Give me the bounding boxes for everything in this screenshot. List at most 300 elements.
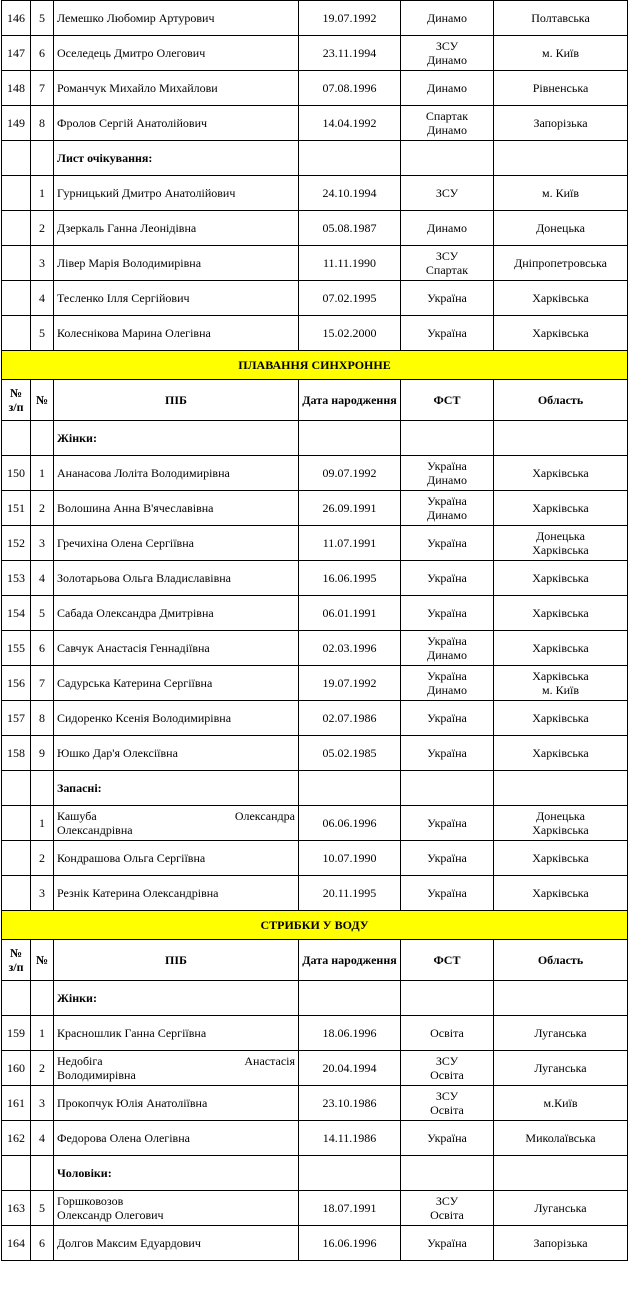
- row-number: 163: [2, 1191, 31, 1226]
- region-value: м. Київ: [541, 46, 580, 60]
- row-number: [2, 281, 31, 316]
- row-number: 160: [2, 1051, 31, 1086]
- region-cell: [494, 211, 628, 246]
- empty-cell: [494, 141, 628, 176]
- row-number: 159: [2, 1016, 31, 1051]
- section-title: ПЛАВАННЯ СИНХРОННЕ: [2, 351, 628, 380]
- row-index: 2: [31, 211, 54, 246]
- group-label: Лист очікування:: [54, 141, 299, 176]
- table-row: [2, 246, 628, 281]
- row-index: 2: [31, 841, 54, 876]
- athlete-name: Сабада Олександра Дмитрівна: [54, 596, 299, 631]
- region-value: Донецька: [536, 529, 585, 543]
- table-row: [2, 1086, 628, 1121]
- region-cell: [494, 456, 628, 491]
- region-value: Харківська: [532, 543, 589, 557]
- fst-cell: [401, 36, 494, 71]
- athlete-name: Гурницький Дмитро Анатолійович: [54, 176, 299, 211]
- row-index: 7: [31, 71, 54, 106]
- empty-cell: [31, 1156, 54, 1191]
- row-index: 1: [31, 1016, 54, 1051]
- row-number: 148: [2, 71, 31, 106]
- empty-cell: [401, 1156, 494, 1191]
- row-index: 3: [31, 526, 54, 561]
- row-index: 6: [31, 631, 54, 666]
- region-cell: [494, 876, 628, 911]
- birth-date: 20.04.1994: [299, 1051, 401, 1086]
- fst-value: Україна: [427, 1131, 467, 1145]
- region-value: Рівненська: [532, 81, 589, 95]
- table-row: [2, 281, 628, 316]
- fst-value: Україна: [427, 291, 467, 305]
- birth-date: 19.07.1992: [299, 1, 401, 36]
- row-number: 156: [2, 666, 31, 701]
- header-region: Область: [494, 940, 628, 981]
- row-index: 4: [31, 281, 54, 316]
- region-cell: [494, 281, 628, 316]
- group-label-row: [2, 1156, 628, 1191]
- header-name: ПІБ: [54, 380, 299, 421]
- region-cell: [494, 106, 628, 141]
- birth-date: 11.11.1990: [299, 246, 401, 281]
- table-row: [2, 491, 628, 526]
- fst-value: Динамо: [427, 123, 467, 137]
- birth-date: 02.03.1996: [299, 631, 401, 666]
- birth-date: 06.06.1996: [299, 806, 401, 841]
- region-cell: [494, 841, 628, 876]
- region-cell: [494, 176, 628, 211]
- athlete-name: Савчук Анастасія Геннадіївна: [54, 631, 299, 666]
- empty-cell: [494, 771, 628, 806]
- row-index: 1: [31, 176, 54, 211]
- fst-value: Динамо: [427, 11, 467, 25]
- birth-date: 07.08.1996: [299, 71, 401, 106]
- fst-value: Спартак: [425, 263, 469, 277]
- empty-cell: [31, 981, 54, 1016]
- athlete-name-line: Горшковозов: [57, 1194, 124, 1208]
- fst-cell: [401, 806, 494, 841]
- fst-value: Динамо: [427, 221, 467, 235]
- fst-cell: [401, 701, 494, 736]
- fst-value: ЗСУ: [435, 39, 459, 53]
- fst-value: Україна: [427, 494, 467, 508]
- group-label: Запасні:: [54, 771, 299, 806]
- row-index: 6: [31, 1226, 54, 1261]
- row-number: [2, 806, 31, 841]
- fst-cell: [401, 316, 494, 351]
- section-title-row: [2, 351, 628, 380]
- birth-date: 11.07.1991: [299, 526, 401, 561]
- athlete-name: Романчук Михайло Михайлови: [54, 71, 299, 106]
- table-row: [2, 36, 628, 71]
- fst-cell: [401, 1, 494, 36]
- table-row: [2, 841, 628, 876]
- region-cell: [494, 1051, 628, 1086]
- athlete-name: Колеснікова Марина Олегівна: [54, 316, 299, 351]
- region-cell: [494, 666, 628, 701]
- birth-date: 20.11.1995: [299, 876, 401, 911]
- table-row: [2, 701, 628, 736]
- fst-value: Україна: [427, 851, 467, 865]
- region-cell: [494, 631, 628, 666]
- row-number: 164: [2, 1226, 31, 1261]
- header-row: [2, 380, 628, 421]
- region-value: Харківська: [532, 606, 589, 620]
- athlete-name: Тесленко Ілля Сергійович: [54, 281, 299, 316]
- section-title: СТРИБКИ У ВОДУ: [2, 911, 628, 940]
- athlete-name: Волошина Анна В'ячеславівна: [54, 491, 299, 526]
- row-number: 149: [2, 106, 31, 141]
- athlete-name: [54, 1051, 299, 1086]
- header-name: ПІБ: [54, 940, 299, 981]
- region-cell: [494, 246, 628, 281]
- fst-value: Україна: [427, 746, 467, 760]
- birth-date: 23.11.1994: [299, 36, 401, 71]
- fst-value: Україна: [427, 711, 467, 725]
- group-label-row: [2, 421, 628, 456]
- row-index: 5: [31, 596, 54, 631]
- birth-date: 07.02.1995: [299, 281, 401, 316]
- row-number: [2, 841, 31, 876]
- fst-value: ЗСУ: [435, 1054, 459, 1068]
- region-value: м. Київ: [541, 186, 580, 200]
- birth-date: 18.07.1991: [299, 1191, 401, 1226]
- fst-cell: [401, 631, 494, 666]
- region-cell: [494, 596, 628, 631]
- athlete-name: Кондрашова Ольга Сергіївна: [54, 841, 299, 876]
- fst-cell: [401, 1121, 494, 1156]
- fst-value: Україна: [427, 816, 467, 830]
- row-number: 162: [2, 1121, 31, 1156]
- region-cell: [494, 1191, 628, 1226]
- empty-cell: [2, 421, 31, 456]
- fst-value: Динамо: [427, 648, 467, 662]
- fst-cell: [401, 841, 494, 876]
- row-number: 155: [2, 631, 31, 666]
- athlete-name: Лівер Марія Володимирівна: [54, 246, 299, 281]
- fst-value: Україна: [427, 669, 467, 683]
- empty-cell: [401, 421, 494, 456]
- row-index: 5: [31, 1191, 54, 1226]
- fst-cell: [401, 246, 494, 281]
- header-fst: ФСТ: [401, 380, 494, 421]
- empty-cell: [494, 421, 628, 456]
- empty-cell: [299, 421, 401, 456]
- birth-date: 02.07.1986: [299, 701, 401, 736]
- empty-cell: [494, 1156, 628, 1191]
- fst-value: Освіта: [430, 1208, 464, 1222]
- athlete-name-line: Олександрівна: [57, 823, 133, 837]
- header-region: Область: [494, 380, 628, 421]
- row-number: 151: [2, 491, 31, 526]
- region-value: Харківська: [532, 501, 589, 515]
- header-no: №: [31, 380, 54, 421]
- empty-cell: [31, 421, 54, 456]
- athlete-name: Оселедець Дмитро Олегович: [54, 36, 299, 71]
- region-cell: [494, 36, 628, 71]
- fst-cell: [401, 596, 494, 631]
- region-cell: [494, 736, 628, 771]
- region-value: м.Київ: [543, 1096, 578, 1110]
- fst-cell: [401, 106, 494, 141]
- fst-value: Україна: [427, 571, 467, 585]
- region-value: Полтавська: [531, 11, 590, 25]
- fst-value: Україна: [427, 326, 467, 340]
- birth-date: 06.01.1991: [299, 596, 401, 631]
- row-index: 4: [31, 561, 54, 596]
- fst-cell: [401, 456, 494, 491]
- region-value: Харківська: [532, 851, 589, 865]
- table-row: [2, 631, 628, 666]
- fst-value: Україна: [427, 606, 467, 620]
- row-number: 157: [2, 701, 31, 736]
- empty-cell: [2, 771, 31, 806]
- fst-cell: [401, 211, 494, 246]
- table-row: [2, 1051, 628, 1086]
- group-label-row: [2, 981, 628, 1016]
- table-body: [2, 1, 628, 1261]
- empty-cell: [299, 771, 401, 806]
- fst-cell: [401, 666, 494, 701]
- row-index: 4: [31, 1121, 54, 1156]
- region-value: Миколаївська: [525, 1131, 596, 1145]
- row-number: 150: [2, 456, 31, 491]
- row-number: [2, 876, 31, 911]
- region-cell: [494, 71, 628, 106]
- region-value: Донецька: [536, 809, 585, 823]
- fst-cell: [401, 526, 494, 561]
- region-value: Луганська: [534, 1201, 587, 1215]
- group-label: Чоловіки:: [54, 1156, 299, 1191]
- region-cell: [494, 1086, 628, 1121]
- birth-date: 19.07.1992: [299, 666, 401, 701]
- row-number: 153: [2, 561, 31, 596]
- fst-value: Динамо: [427, 683, 467, 697]
- athlete-name: Ананасова Лоліта Володимирівна: [54, 456, 299, 491]
- athlete-name: Дзеркаль Ганна Леонідівна: [54, 211, 299, 246]
- table-row: [2, 1121, 628, 1156]
- fst-cell: [401, 491, 494, 526]
- row-number: [2, 211, 31, 246]
- fst-value: ЗСУ: [435, 186, 459, 200]
- birth-date: 15.02.2000: [299, 316, 401, 351]
- region-value: Донецька: [536, 221, 585, 235]
- athlete-name-line: Олександр Олегович: [57, 1208, 164, 1222]
- athlete-name: Федорова Олена Олегівна: [54, 1121, 299, 1156]
- region-value: Запорізька: [533, 1236, 588, 1250]
- fst-value: ЗСУ: [435, 1089, 459, 1103]
- fst-value: Україна: [427, 459, 467, 473]
- fst-value: ЗСУ: [435, 249, 459, 263]
- athlete-name: Юшко Дар'я Олексіївна: [54, 736, 299, 771]
- athlete-name-line: Володимирівна: [57, 1068, 136, 1082]
- athlete-name: Лемешко Любомир Артурович: [54, 1, 299, 36]
- region-value: Харківська: [532, 641, 589, 655]
- fst-value: Спартак: [425, 109, 469, 123]
- row-index: 2: [31, 1051, 54, 1086]
- region-value: Луганська: [534, 1026, 587, 1040]
- fst-value: Динамо: [427, 508, 467, 522]
- fst-cell: [401, 1051, 494, 1086]
- birth-date: 14.11.1986: [299, 1121, 401, 1156]
- group-label: Жінки:: [54, 981, 299, 1016]
- row-index: 5: [31, 316, 54, 351]
- region-value: Харківська: [532, 571, 589, 585]
- athlete-name: Золотарьова Ольга Владиславівна: [54, 561, 299, 596]
- table-row: [2, 666, 628, 701]
- region-cell: [494, 561, 628, 596]
- region-value: Луганська: [534, 1061, 587, 1075]
- birth-date: 05.08.1987: [299, 211, 401, 246]
- row-number: 161: [2, 1086, 31, 1121]
- row-number: 146: [2, 1, 31, 36]
- row-index: 9: [31, 736, 54, 771]
- table-row: [2, 316, 628, 351]
- fst-value: Освіта: [430, 1026, 464, 1040]
- row-number: [2, 176, 31, 211]
- row-number: 152: [2, 526, 31, 561]
- fst-cell: [401, 561, 494, 596]
- row-index: 8: [31, 106, 54, 141]
- group-label-row: [2, 141, 628, 176]
- region-value: Харківська: [532, 823, 589, 837]
- region-value: Запорізька: [533, 116, 588, 130]
- empty-cell: [299, 141, 401, 176]
- empty-cell: [299, 981, 401, 1016]
- region-value: Харківська: [532, 466, 589, 480]
- header-num: № з/п: [2, 380, 31, 421]
- table-row: [2, 176, 628, 211]
- athlete-name: [54, 806, 299, 841]
- table-row: [2, 806, 628, 841]
- row-index: 3: [31, 1086, 54, 1121]
- table-row: [2, 71, 628, 106]
- athlete-name: Сидоренко Ксенія Володимирівна: [54, 701, 299, 736]
- table-row: [2, 526, 628, 561]
- row-index: 8: [31, 701, 54, 736]
- fst-value: Динамо: [427, 473, 467, 487]
- region-value: Харківська: [532, 711, 589, 725]
- fst-value: Динамо: [427, 53, 467, 67]
- region-cell: [494, 1, 628, 36]
- section-title-row: [2, 911, 628, 940]
- fst-value: Україна: [427, 634, 467, 648]
- table-row: [2, 1226, 628, 1261]
- fst-value: ЗСУ: [435, 1194, 459, 1208]
- athlete-name: Долгов Максим Едуардович: [54, 1226, 299, 1261]
- birth-date: 16.06.1996: [299, 1226, 401, 1261]
- birth-date: 24.10.1994: [299, 176, 401, 211]
- region-cell: [494, 806, 628, 841]
- region-value: м. Київ: [541, 683, 580, 697]
- empty-cell: [2, 141, 31, 176]
- region-cell: [494, 701, 628, 736]
- athlete-name: Гречихіна Олена Сергіївна: [54, 526, 299, 561]
- region-cell: [494, 491, 628, 526]
- birth-date: 14.04.1992: [299, 106, 401, 141]
- fst-cell: [401, 176, 494, 211]
- region-value: Харківська: [532, 291, 589, 305]
- table-row: [2, 211, 628, 246]
- header-num: № з/п: [2, 940, 31, 981]
- fst-cell: [401, 1226, 494, 1261]
- empty-cell: [401, 771, 494, 806]
- birth-date: 09.07.1992: [299, 456, 401, 491]
- athletes-table: [1, 0, 628, 1261]
- empty-cell: [401, 141, 494, 176]
- header-no: №: [31, 940, 54, 981]
- table-row: [2, 1, 628, 36]
- empty-cell: [494, 981, 628, 1016]
- table-row: [2, 106, 628, 141]
- empty-cell: [401, 981, 494, 1016]
- header-row: [2, 940, 628, 981]
- region-value: Харківська: [532, 326, 589, 340]
- header-date: Дата народження: [299, 940, 401, 981]
- birth-date: 10.07.1990: [299, 841, 401, 876]
- row-index: 2: [31, 491, 54, 526]
- row-number: 158: [2, 736, 31, 771]
- fst-value: Освіта: [430, 1068, 464, 1082]
- athlete-name-line: Недобіга Анастасія: [57, 1054, 295, 1068]
- table-row: [2, 876, 628, 911]
- region-cell: [494, 1121, 628, 1156]
- fst-cell: [401, 1086, 494, 1121]
- empty-cell: [2, 981, 31, 1016]
- region-value: Харківська: [532, 669, 589, 683]
- birth-date: 23.10.1986: [299, 1086, 401, 1121]
- athlete-name: Садурська Катерина Сергіївна: [54, 666, 299, 701]
- row-index: 7: [31, 666, 54, 701]
- row-number: 154: [2, 596, 31, 631]
- region-value: Харківська: [532, 746, 589, 760]
- fst-value: Освіта: [430, 1103, 464, 1117]
- birth-date: 18.06.1996: [299, 1016, 401, 1051]
- athlete-name: Красношлик Ганна Сергіївна: [54, 1016, 299, 1051]
- athlete-name: Фролов Сергій Анатолійович: [54, 106, 299, 141]
- athlete-name-line: Кашуба Олександра: [57, 809, 295, 823]
- group-label: Жінки:: [54, 421, 299, 456]
- empty-cell: [2, 1156, 31, 1191]
- empty-cell: [31, 141, 54, 176]
- birth-date: 05.02.1985: [299, 736, 401, 771]
- row-index: 1: [31, 806, 54, 841]
- table-row: [2, 736, 628, 771]
- row-number: 147: [2, 36, 31, 71]
- fst-cell: [401, 876, 494, 911]
- group-label-row: [2, 771, 628, 806]
- header-date: Дата народження: [299, 380, 401, 421]
- fst-value: Україна: [427, 1236, 467, 1250]
- fst-value: Динамо: [427, 81, 467, 95]
- row-index: 3: [31, 876, 54, 911]
- table-row: [2, 1016, 628, 1051]
- empty-cell: [31, 771, 54, 806]
- table-row: [2, 456, 628, 491]
- region-cell: [494, 316, 628, 351]
- row-index: 3: [31, 246, 54, 281]
- athlete-name: Прокопчук Юлія Анатоліївна: [54, 1086, 299, 1121]
- birth-date: 26.09.1991: [299, 491, 401, 526]
- athlete-name: Резнік Катерина Олександрівна: [54, 876, 299, 911]
- fst-cell: [401, 71, 494, 106]
- region-value: Харківська: [532, 886, 589, 900]
- fst-cell: [401, 1016, 494, 1051]
- athlete-name: [54, 1191, 299, 1226]
- empty-cell: [299, 1156, 401, 1191]
- row-number: [2, 246, 31, 281]
- region-cell: [494, 526, 628, 561]
